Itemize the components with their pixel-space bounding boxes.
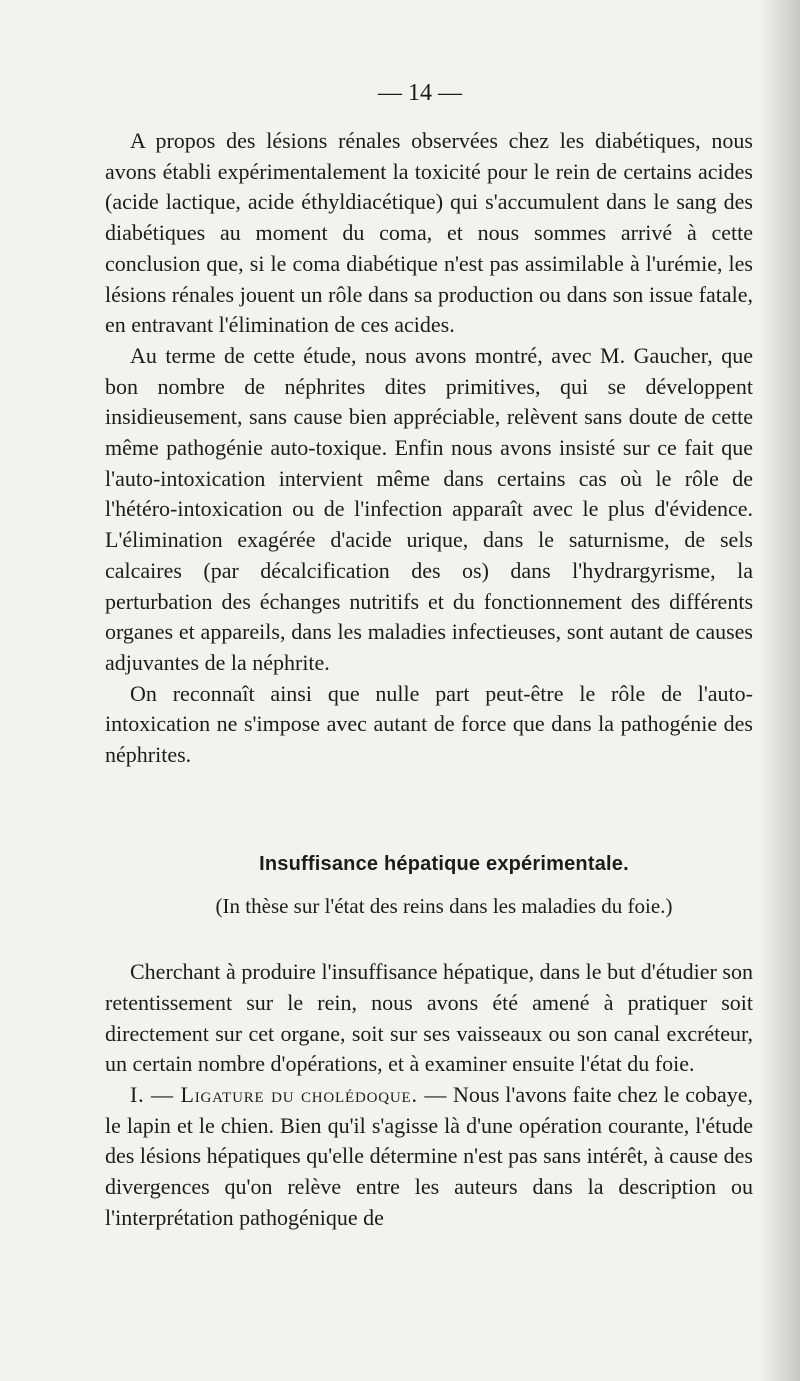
paragraph: A propos des lésions rénales observées chez les diabétiques, nous avons établi expérimentalement la toxicité pour le rein de certains acides (acide lactique, acide éthyldiacétique) qui s'accumulent dans le sang des diabétiques au moment du coma, et nous sommes arrivé à cette conclusion que, si le coma diabétique n'est pas assimilable à l'urémie, les lésions rénales jouent un rôle dans sa production ou dans son issue fatale, en entravant l'élimination de ces acides. [105,128,753,338]
section-heading: Insuffisance hépatique expérimentale. [259,852,629,875]
paragraph: On reconnaît ainsi que nulle part peut-être le rôle de l'auto-intoxication ne s'impose avec autant de force que dans la pathogénie des néphrites. [105,680,753,768]
paragraph-ligature [105,1080,753,1234]
paragraph-text: Nous l'avons faite chez le cobaye, le lapin et le chien. Bien qu'il s'agisse là d'une opération courante, l'étude des lésions hépatiques qu'elle détermine n'est pas sans intérêt, à cause des divergences qu'on relève entre les auteurs dans la description ou l'interprétation pathogénique de [105,1081,754,1230]
paragraph: Cherchant à produire l'insuffisance hépatique, dans le but d'étudier son retentissement sur le rein, nous avons été amené à pratiquer soit directement sur cet organe, soit sur ses vaisseaux ou son canal excréteur, un certain nombre d'opérations, et à examiner ensuite l'état du foie. [105,959,753,1077]
section-subheading: (In thèse sur l'état des reins dans les maladies du foie.) [215,894,673,919]
page-body [105,126,753,1234]
paragraph-lead: I. — Ligature du cholédoque. — [130,1081,448,1107]
page-number: — 14 — [378,80,462,106]
paragraph: Au terme de cette étude, nous avons montré, avec M. Gaucher, que bon nombre de néphrites dites primitives, qui se développent insidieusement, sans cause bien appréciable, relèvent sans doute de cette même pathogénie auto-toxique. Enfin nous avons insisté sur ce fait que l'auto-intoxication intervient même dans certains cas où le rôle de l'hétéro-intoxication ou de l'infection apparaît avec le plus d'évidence. L'élimination exagérée d'acide urique, dans le saturnisme, de sels calcaires (par décalcification des os) dans l'hydrargyrisme, la perturbation des échanges nutritifs et du fonctionnement des différents organes et appareils, dans les maladies infectieuses, sont autant de causes adjuvantes de la néphrite. [105,342,753,675]
